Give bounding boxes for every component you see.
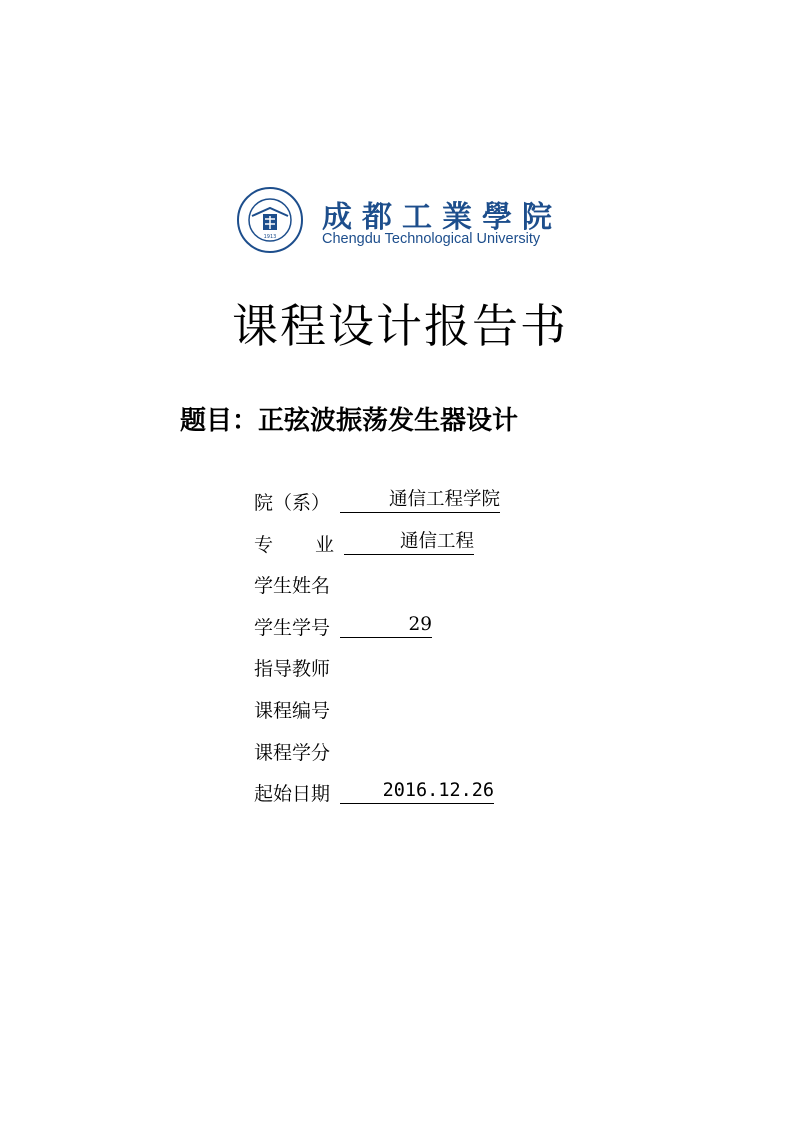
major-value: 通信工程 [344,530,474,555]
info-block [254,488,500,821]
student-id-row [254,613,500,655]
department-label: 院（系） [254,492,331,514]
advisor-row [254,654,500,696]
course-credit-row [254,738,500,780]
university-logo [236,186,566,258]
svg-text:1913: 1913 [263,234,277,240]
start-date-label: 起始日期 [254,783,331,806]
university-seal-icon [236,186,304,254]
major-row [254,530,500,572]
student-id-value: 29 [340,613,432,638]
student-name-row [254,571,500,613]
course-code-row [254,696,500,738]
university-name-cn: 成都工業學院 [322,200,562,235]
report-topic: 题目：正弦波振荡发生器设计 [180,406,519,436]
department-value: 通信工程学院 [340,488,500,513]
course-credit-label: 课程学分 [254,741,331,764]
department-row [254,488,500,530]
advisor-label: 指导教师 [254,658,331,681]
course-code-label: 课程编号 [254,699,331,722]
start-date-value: 2016.12.26 [340,779,494,804]
university-name-en: Chengdu Technological University [322,231,541,247]
major-label: 专 业 [254,533,334,556]
student-id-label: 学生学号 [254,616,331,639]
student-name-label: 学生姓名 [254,575,331,598]
document-title: 课程设计报告书 [232,299,568,353]
start-date-row [254,779,500,821]
